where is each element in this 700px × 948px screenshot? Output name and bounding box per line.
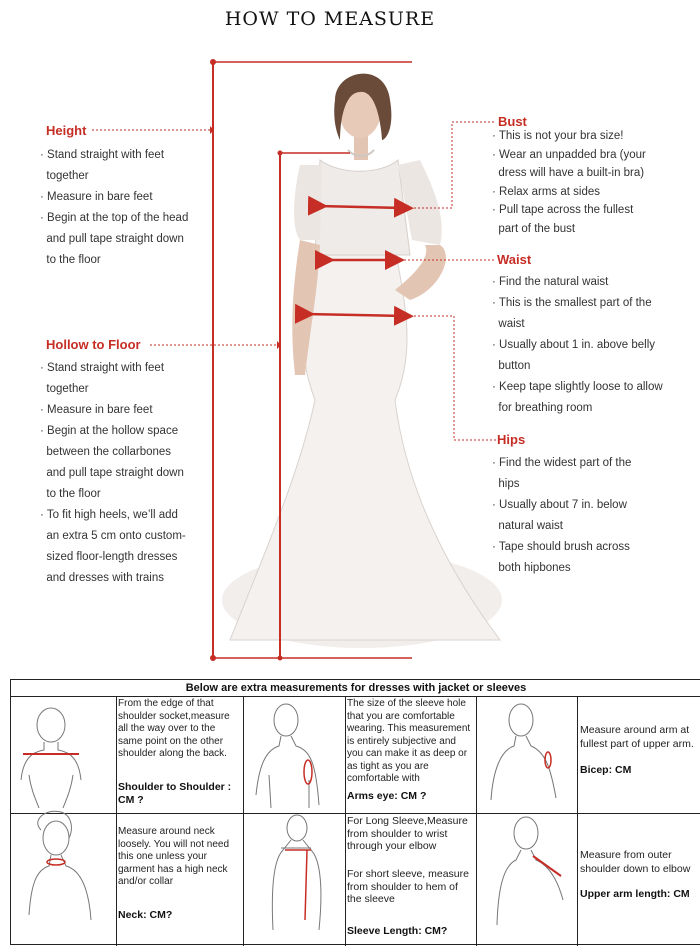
list-item: · Keep tape slightly loose to allow: [492, 381, 663, 393]
list-item: waist: [498, 318, 525, 330]
list-item: · This is the smallest part of the: [492, 297, 652, 309]
height-heading: Height: [46, 123, 87, 138]
armseye-label: Arms eye: CM ?: [347, 790, 427, 802]
bust-list: [492, 127, 646, 238]
list-item: to the floor: [46, 254, 101, 266]
dress-figure: [222, 74, 502, 648]
list-item: together: [46, 383, 89, 395]
list-item: · Stand straight with feet: [40, 362, 165, 374]
list-item: · Begin at the top of the head: [40, 212, 189, 224]
list-item: · Measure in bare feet: [40, 191, 153, 203]
height-list: [40, 145, 188, 271]
bust-heading: Bust: [498, 114, 527, 129]
sleeve-desc-short: For short sleeve, measure from shoulder to hem of the sleeve: [347, 868, 469, 905]
list-item: and pull tape straight down: [46, 233, 184, 245]
list-item: · To fit high heels, we’ll add: [40, 509, 178, 521]
list-item: and pull tape straight down: [46, 467, 184, 479]
list-item: · This is not your bra size!: [492, 130, 624, 142]
list-item: · Find the widest part of the: [492, 457, 632, 469]
list-item: · Wear an unpadded bra (your: [492, 148, 646, 161]
shoulder-label: Shoulder to Shoulder : CM ?: [118, 781, 232, 806]
sleeve-desc-long: For Long Sleeve,Measure from shoulder to wrist through your elbow: [347, 815, 468, 852]
list-item: together: [46, 170, 89, 182]
hollow-heading: Hollow to Floor: [46, 337, 141, 352]
neck-label: Neck: CM?: [118, 909, 173, 921]
list-item: natural waist: [498, 520, 563, 532]
hips-list: [492, 453, 631, 579]
waist-heading: Waist: [497, 252, 532, 267]
list-item: part of the bust: [498, 222, 576, 235]
bicep-label: Bicep: CM: [580, 764, 632, 776]
upperarm-desc: Measure from outer shoulder down to elbow: [580, 849, 691, 875]
list-item: hips: [498, 478, 520, 490]
list-item: button: [498, 360, 531, 372]
page-title: HOW TO MEASURE: [224, 8, 436, 30]
sleeve-label: Sleeve Length: CM?: [347, 925, 448, 937]
table-header: Below are extra measurements for dresses with jacket or sleeves: [11, 680, 700, 697]
list-item: · Usually about 7 in. below: [492, 499, 627, 511]
list-item: to the floor: [46, 488, 101, 500]
shoulder-desc: From the edge of that shoulder socket,measure all the way over to the same point on the other shoulder along the back.: [118, 698, 230, 759]
list-item: sized floor-length dresses: [46, 551, 178, 563]
list-item: · Pull tape across the fullest: [492, 204, 634, 216]
list-item: and dresses with trains: [46, 572, 165, 584]
bicep-desc: Measure around arm at fullest part of upper arm.: [580, 724, 694, 750]
upperarm-label: Upper arm length: CM: [580, 888, 690, 900]
extra-measurements-table: [10, 679, 700, 945]
list-item: · Usually about 1 in. above belly: [492, 339, 656, 351]
list-item: · Find the natural waist: [492, 276, 609, 288]
list-item: both hipbones: [498, 562, 571, 574]
armseye-desc: The size of the sleeve hole that you are comfortable wearing. This measurement is entirely subjective and you can make it as deep or as tight as you are comfortable with: [347, 698, 471, 784]
list-item: · Relax arms at sides: [492, 185, 601, 198]
hips-heading: Hips: [497, 432, 526, 447]
list-item: · Stand straight with feet: [40, 149, 165, 161]
list-item: · Begin at the hollow space: [40, 425, 179, 437]
list-item: dress will have a built-in bra): [498, 167, 645, 179]
list-item: between the collarbones: [46, 446, 172, 458]
list-item: for breathing room: [498, 402, 593, 414]
list-item: · Tape should brush across: [492, 541, 630, 553]
list-item: · Measure in bare feet: [40, 404, 153, 416]
list-item: an extra 5 cm onto custom-: [46, 530, 186, 542]
neck-desc: Measure around neck loosely. You will not need this one unless your garment has a high neck and/or collar: [118, 826, 230, 887]
waist-list: [492, 272, 663, 419]
hollow-list: [40, 358, 186, 589]
